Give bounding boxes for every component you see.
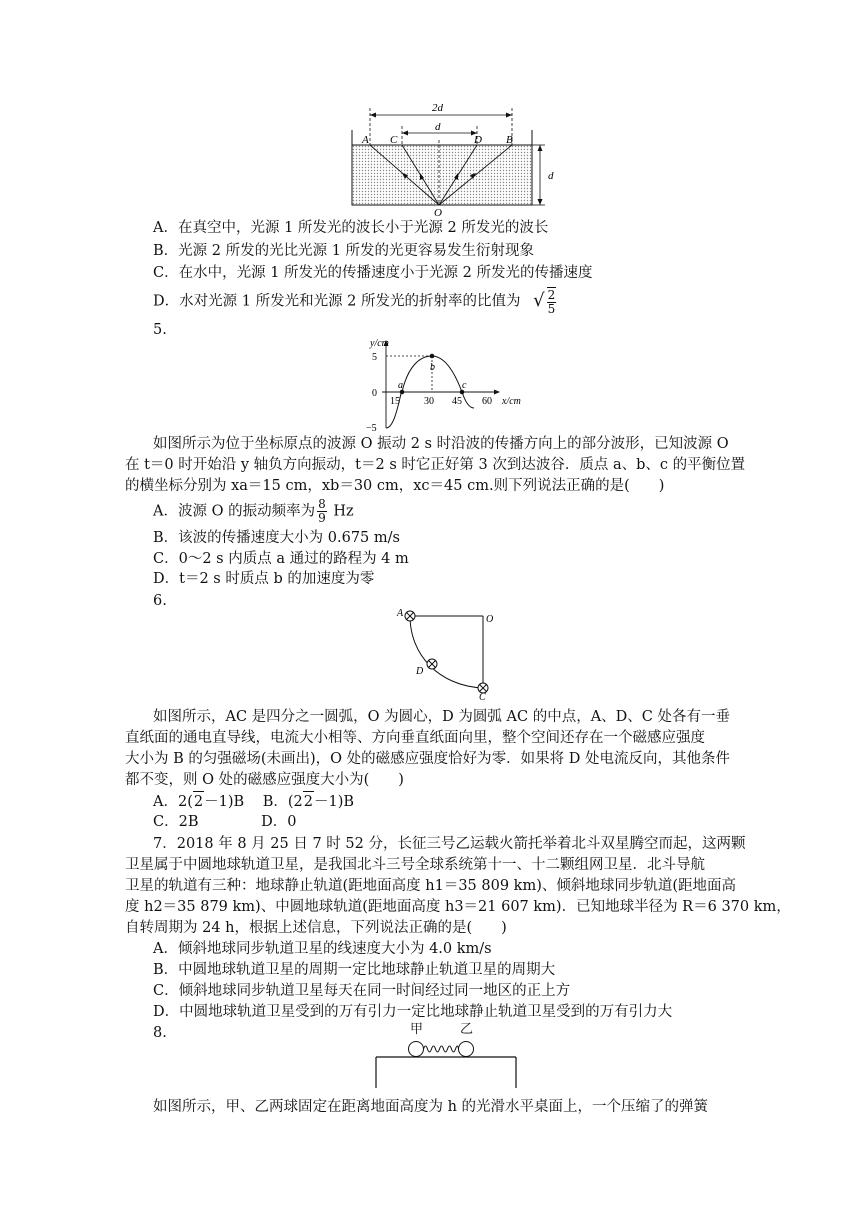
q6-stem-line-2: 直纸面的通电直导线，电流大小相等、方向垂直纸面向里，整个空间还存在一个磁感应强度 — [125, 730, 705, 746]
q7-stem-line-5: 自转周期为 24 h，根据上述信息，下列说法正确的是( ) — [125, 920, 507, 936]
label-D: D — [416, 666, 424, 677]
q7-option-b: B．中圆地球轨道卫星的周期一定比地球静止轨道卫星的周期大 — [153, 962, 556, 978]
q7-stem-line-3: 卫星的轨道有三种：地球静止轨道(距地面高度 h1＝35 809 km)、倾斜地球同步轨道(距地面高 — [125, 878, 737, 894]
label-yi: 乙 — [460, 1022, 474, 1037]
water-tank-figure — [340, 100, 560, 220]
point-a-label: a — [398, 380, 403, 391]
x-tick-15: 15 — [390, 396, 400, 407]
q7-option-a: A．倾斜地球同步轨道卫星的线速度大小为 4.0 km/s — [153, 941, 492, 957]
point-b-label: b — [430, 362, 435, 373]
point-c-label: c — [462, 380, 467, 391]
q6-option-c: C．2B — [153, 814, 199, 830]
label-D: D — [474, 134, 482, 146]
q5-stem-line-1: 如图所示为位于坐标原点的波源 O 振动 2 s 时沿波的传播方向上的部分波形，已知波源 O — [153, 436, 729, 452]
table-spring-figure — [370, 1040, 530, 1088]
x-tick-60: 60 — [482, 396, 492, 407]
q4-d-denominator: 5 — [547, 302, 556, 316]
q6-option-d: D．0 — [261, 814, 297, 830]
q4-d-numerator: 2 — [547, 288, 556, 302]
label-jia: 甲 — [410, 1022, 424, 1037]
q7-option-d: D．中圆地球轨道卫星受到的万有引力一定比地球静止轨道卫星受到的万有引力大 — [153, 1004, 673, 1020]
q6-stem-line-4: 都不变，则 O 处的磁感应强度大小为( ) — [125, 772, 404, 788]
q5-stem-line-3: 的横坐标分别为 xa＝15 cm，xb＝30 cm，xc＝45 cm.则下列说法正确的是( ) — [125, 478, 665, 494]
q6-options-cd — [153, 812, 296, 832]
q7-stem-line-1: 7．2018 年 8 月 25 日 7 时 52 分，长征三号乙运载火箭托举着北斗双星腾空而起，这两颗 — [153, 836, 746, 852]
y-tick-5: 5 — [372, 352, 377, 363]
q5-option-a-text: A．波源 O 的振动频率为 — [153, 503, 316, 520]
wire-d — [427, 659, 437, 669]
quarter-arc-figure — [394, 600, 504, 700]
q5-a-numerator: 8 — [318, 497, 326, 511]
label-C: C — [479, 692, 486, 700]
q5-option-a — [153, 498, 354, 525]
label-2d: 2d — [432, 102, 443, 114]
q4-option-d-text: D．水对光源 1 所发光和光源 2 所发光的折射率的比值为 — [153, 293, 521, 310]
q6-options-ab — [153, 791, 354, 812]
q4-option-a: A．在真空中，光源 1 所发光的波长小于光源 2 所发光的波长 — [153, 220, 549, 236]
x-tick-30: 30 — [424, 396, 434, 407]
x-tick-45: 45 — [452, 396, 462, 407]
label-O: O — [486, 614, 494, 625]
wave-graph — [360, 336, 530, 434]
y-tick-neg5: −5 — [366, 423, 377, 434]
q5-option-d: D．t＝2 s 时质点 b 的加速度为零 — [153, 571, 375, 587]
y-tick-0: 0 — [372, 388, 377, 399]
q4-option-d: D．水对光源 1 所发光和光源 2 所发光的折射率的比值为 √ $\frac{2}{5}$ — [153, 288, 556, 316]
label-O: O — [434, 207, 442, 219]
label-B: B — [506, 134, 513, 146]
q6-number: 6. — [153, 593, 167, 609]
label-A: A — [362, 134, 369, 146]
label-d-side: d — [548, 170, 554, 182]
q5-number: 5. — [153, 322, 167, 338]
q5-option-b: B．该波的传播速度大小为 0.675 m/s — [153, 530, 400, 546]
wire-a — [405, 611, 415, 621]
q6-option-b: B．(22－1)B — [263, 794, 354, 810]
x-axis-label: x/cm — [502, 396, 521, 407]
q5-option-c: C．0～2 s 内质点 a 通过的路程为 4 m — [153, 551, 409, 567]
q4-option-c: C．在水中，光源 1 所发光的传播速度小于光源 2 所发光的传播速度 — [153, 265, 593, 281]
q6-option-a: A．2(2－1)B — [153, 794, 244, 810]
q8-stem-line-1: 如图所示，甲、乙两球固定在距离地面高度为 h 的光滑水平桌面上，一个压缩了的弹簧 — [153, 1099, 709, 1115]
label-A: A — [397, 608, 404, 619]
q4-option-b: B．光源 2 所发的光比光源 1 所发的光更容易发生衍射现象 — [153, 243, 535, 259]
label-C: C — [390, 134, 398, 146]
q5-stem-line-2: 在 t＝0 时开始沿 y 轴负方向振动，t＝2 s 时它正好第 3 次到达波谷．质点 a、b、c 的平衡位置 — [125, 457, 746, 473]
y-axis-label: y/cm — [370, 338, 389, 349]
q5-option-a-unit: Hz — [333, 503, 354, 520]
q7-stem-line-2: 卫星属于中圆地球轨道卫星，是我国北斗三号全球系统第十一、十二颗组网卫星．北斗导航 — [125, 857, 705, 873]
q7-stem-line-4: 度 h2＝35 879 km)、中圆地球轨道(距地面高度 h3＝21 607 km)．已知地球半径为 R＝6 370 km， — [125, 899, 791, 915]
q7-option-c: C．倾斜地球同步轨道卫星每天在同一时间经过同一地区的正上方 — [153, 983, 571, 999]
q8-number: 8. — [153, 1025, 167, 1041]
q5-a-denominator: 9 — [318, 511, 326, 525]
label-d: d — [435, 121, 441, 133]
q6-stem-line-1: 如图所示，AC 是四分之一圆弧，O 为圆心，D 为圆弧 AC 的中点，A、D、C 处各有一垂 — [153, 709, 730, 725]
q6-stem-line-3: 大小为 B 的匀强磁场(未画出)，O 处的磁感应强度恰好为零．如果将 D 处电流反向，其他条件 — [125, 751, 731, 767]
